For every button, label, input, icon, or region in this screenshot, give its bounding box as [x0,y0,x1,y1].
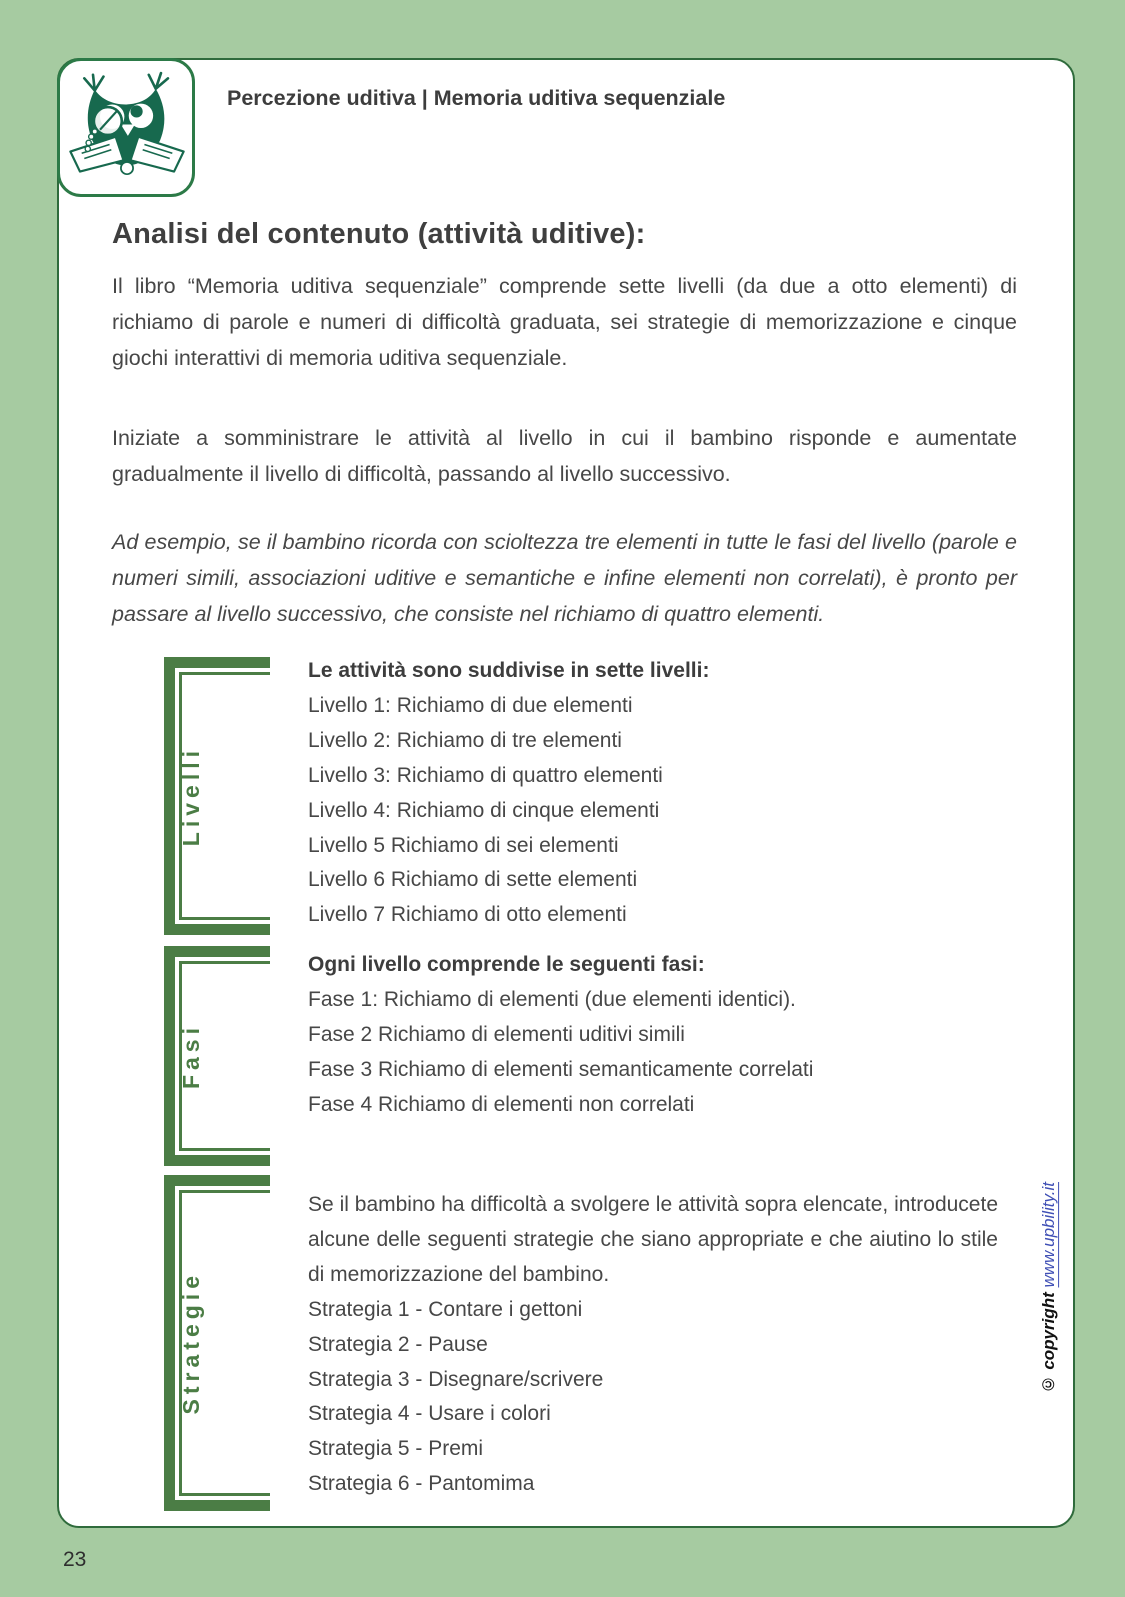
list-item: Fase 4 Richiamo di elementi non correlati [308,1092,695,1116]
livelli-list [308,654,1018,933]
list-item: Strategia 1 - Contare i gettoni [308,1297,583,1321]
intro-paragraph-2: Iniziate a somministrare le attività al livello in cui il bambino risponde e aumentate gradualmente il livello di difficoltà, passando al livello successivo. [112,426,1017,486]
livelli-label-wrap [167,657,215,935]
example-paragraph: Ad esempio, se il bambino ricorda con scioltezza tre elementi in tutte le fasi del livello (parole e numeri simili, associazioni uditive e semantiche e infine elementi non correlati), è pronto per passare al livello successivo, che consiste nel richiamo di quattro elementi. [112,530,1017,626]
list-item: Livello 1: Richiamo di due elementi [308,693,633,717]
fasi-heading: Ogni livello comprende le seguenti fasi: [308,953,705,976]
list-item: Strategia 5 - Premi [308,1437,484,1461]
list-item: Livello 3: Richiamo di quattro elementi [308,763,663,787]
intro-paragraph-1: Il libro “Memoria uditiva sequenziale” comprende sette livelli (da due a otto elementi) di richiamo di parole e numeri di difficoltà graduata, sei strategie di memorizzazione e cinque giochi interattivi di memoria uditiva sequenziale. [112,274,1017,370]
fasi-list [308,948,1018,1123]
copyright-text: © copyright [1039,1287,1058,1394]
livelli-heading: Le attività sono suddivise in sette livelli: [308,659,710,682]
breadcrumb: Percezione uditiva | Memoria uditiva sequenziale [227,86,726,110]
copyright-wrap [1030,1182,1068,1394]
strategie-section-label: Strategie [177,1271,204,1415]
page-number: 23 [63,1548,87,1571]
list-item: Livello 2: Richiamo di tre elementi [308,728,622,752]
list-item: Fase 3 Richiamo di elementi semanticamente correlati [308,1057,814,1081]
content-panel [57,58,1075,1528]
strategie-intro: Se il bambino ha difficoltà a svolgere le attività sopra elencate, introducete alcune delle seguenti strategie che siano appropriate e che aiutino lo stile di memorizzazione del bambino. [308,1193,998,1286]
fasi-label-wrap [167,946,215,1166]
list-item: Fase 2 Richiamo di elementi uditivi simili [308,1022,685,1046]
list-item: Livello 7 Richiamo di otto elementi [308,903,627,927]
page-title: Analisi del contenuto (attività uditive): [112,218,646,250]
livelli-section-label: Livelli [177,745,204,847]
list-item: Strategia 3 - Disegnare/scrivere [308,1367,604,1391]
publisher-logo [57,58,195,197]
list-item: Fase 1: Richiamo di elementi (due elementi identici). [308,987,796,1011]
strategie-label-wrap [167,1175,215,1511]
list-item: Strategia 2 - Pause [308,1332,488,1356]
list-item: Livello 6 Richiamo di sette elementi [308,868,638,892]
strategie-list [308,1188,1018,1502]
list-item: Strategia 4 - Usare i colori [308,1402,551,1426]
list-item: Livello 5 Richiamo di sei elementi [308,833,619,857]
copyright-link[interactable]: www.upbility.it [1039,1182,1058,1288]
list-item: Strategia 6 - Pantomima [308,1472,535,1496]
fasi-section-label: Fasi [177,1022,204,1090]
list-item: Livello 4: Richiamo di cinque elementi [308,798,660,822]
copyright-notice [1039,1182,1059,1393]
